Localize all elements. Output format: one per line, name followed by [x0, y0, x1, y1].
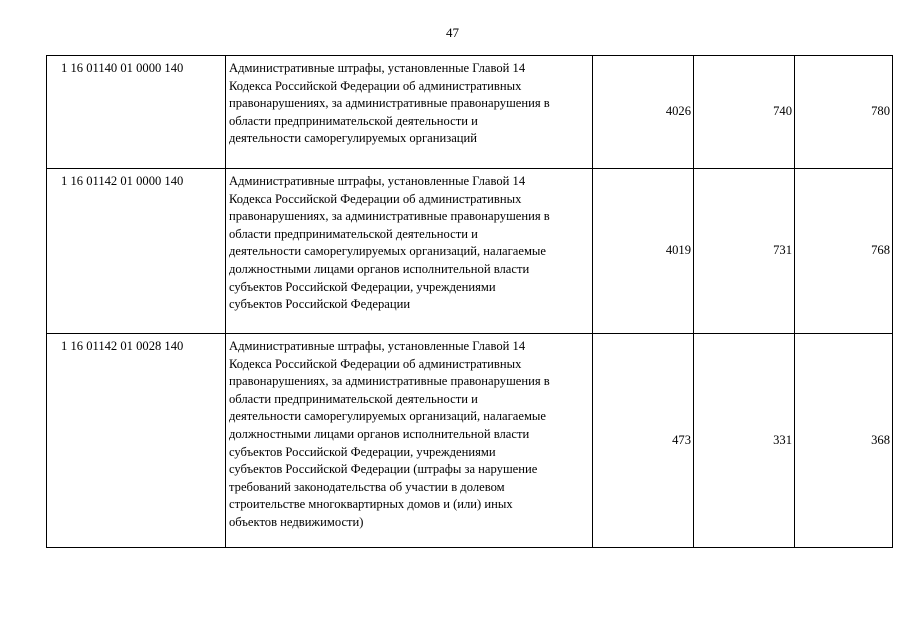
budget-code-cell: 1 16 01140 01 0000 140	[47, 56, 226, 169]
amount-cell-2: 740	[694, 56, 795, 169]
amount-cell-2: 731	[694, 169, 795, 334]
table-row	[47, 169, 893, 334]
table-row	[47, 56, 893, 169]
budget-code-cell: 1 16 01142 01 0000 140	[47, 169, 226, 334]
description-text: Административные штрафы, установленные Главой 14 Кодекса Российской Федерации об административных правонарушениях, за административные правонарушения в области предпринимательской деятельности и деятельности саморегулируемых организаций, налагаемые должностными лицами органов исполнительной власти субъектов Российской Федерации, учреждениями субъектов Российской Федерации	[229, 174, 550, 312]
description-cell	[226, 56, 593, 169]
description-cell	[226, 334, 593, 548]
amount-cell-3: 368	[795, 334, 893, 548]
description-cell	[226, 169, 593, 334]
amount-cell-1: 4026	[593, 56, 694, 169]
description-text: Административные штрафы, установленные Главой 14 Кодекса Российской Федерации об административных правонарушениях, за административные правонарушения в области предпринимательской деятельности и деятельности саморегулируемых организаций	[229, 61, 550, 146]
amount-cell-3: 768	[795, 169, 893, 334]
budget-code-cell: 1 16 01142 01 0028 140	[47, 334, 226, 548]
table-row	[47, 334, 893, 548]
page-number: 47	[446, 25, 459, 40]
amount-cell-1: 473	[593, 334, 694, 548]
description-text: Административные штрафы, установленные Главой 14 Кодекса Российской Федерации об административных правонарушениях, за административные правонарушения в области предпринимательской деятельности и деятельности саморегулируемых организаций, налагаемые должностными лицами органов исполнительной власти субъектов Российской Федерации, учреждениями субъектов Российской Федерации (штрафы за нарушение требований законодательства об участии в долевом строительстве многоквартирных домов и (или) иных объектов недвижимости)	[229, 339, 550, 529]
amount-cell-2: 331	[694, 334, 795, 548]
amount-cell-3: 780	[795, 56, 893, 169]
amount-cell-1: 4019	[593, 169, 694, 334]
budget-table	[46, 55, 893, 548]
